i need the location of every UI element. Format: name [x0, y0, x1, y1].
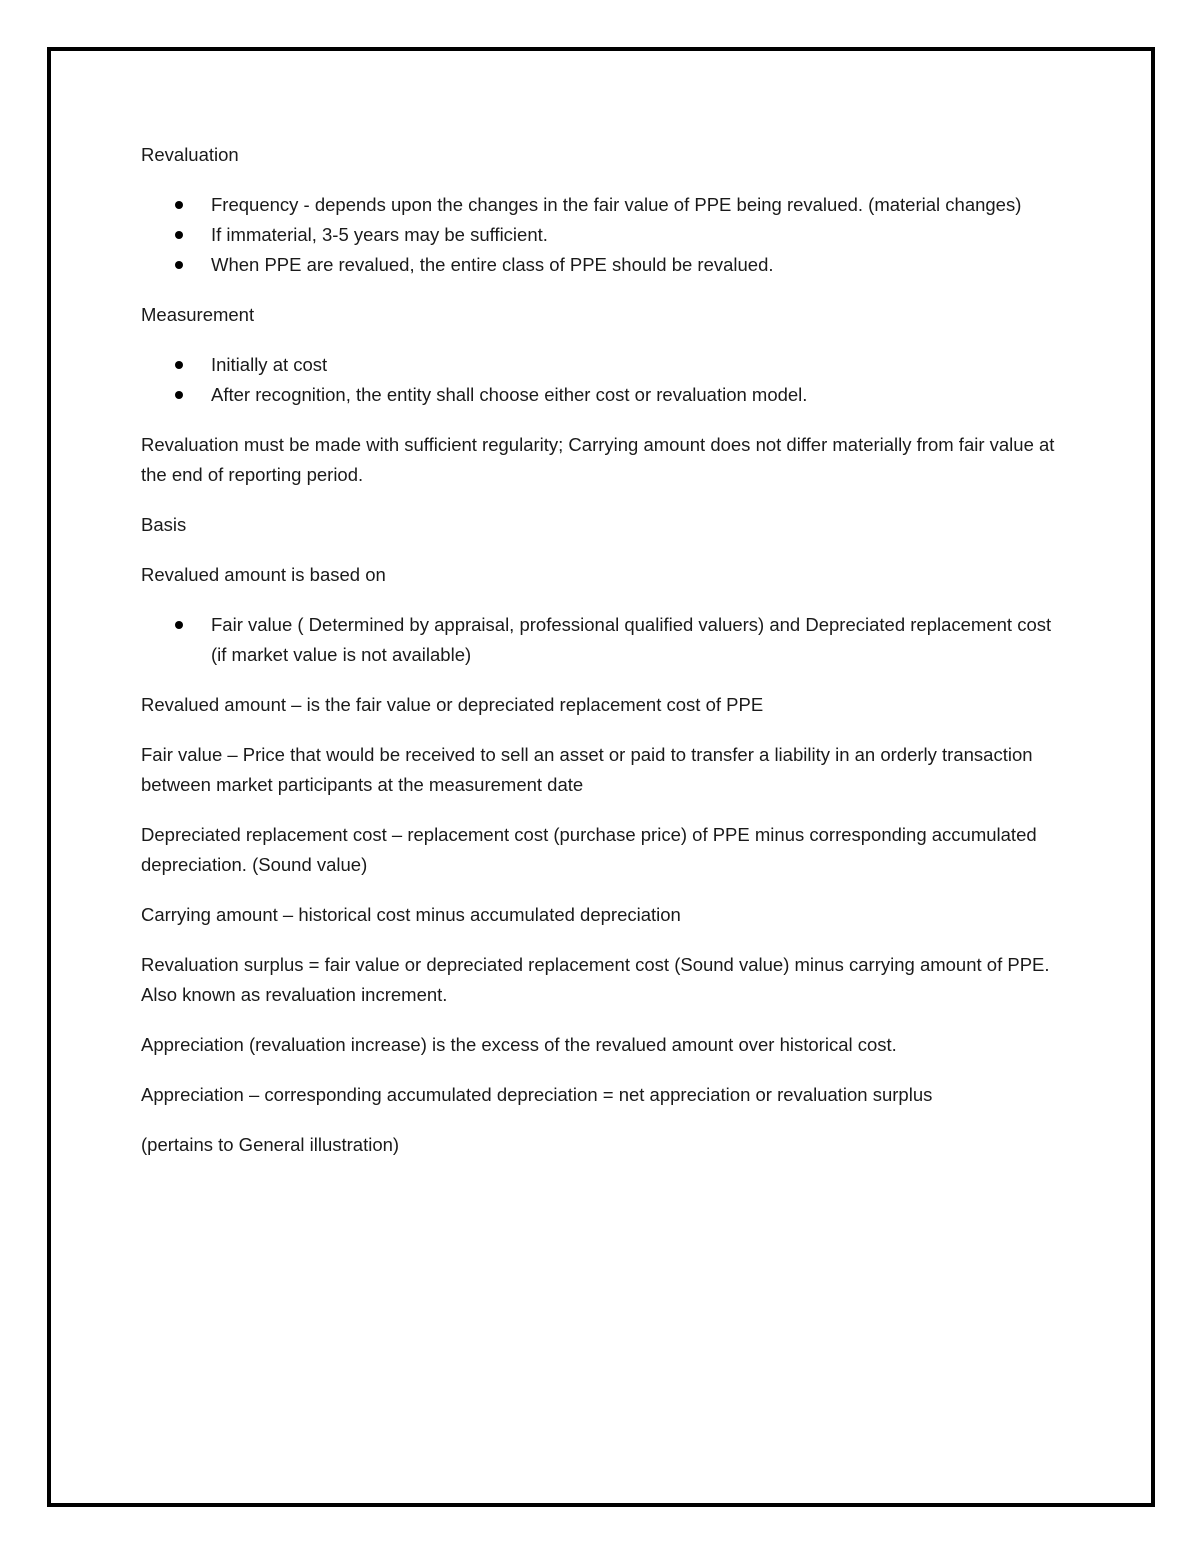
list-item-text: If immaterial, 3-5 years may be sufficient. [211, 224, 548, 245]
definition-revalued-amount: Revalued amount – is the fair value or depreciated replacement cost of PPE [141, 694, 764, 715]
basis-bullet-list [141, 610, 1071, 670]
bullet-icon [175, 261, 183, 269]
note-general-illustration: (pertains to General illustration) [141, 1134, 400, 1155]
measurement-heading: Measurement [141, 304, 255, 325]
regularity-paragraph: Revaluation must be made with sufficient regularity; Carrying amount does not differ materially from fair value at the end of reporting period. [141, 434, 1055, 485]
bullet-icon [175, 231, 183, 239]
list-item-text: Frequency - depends upon the changes in the fair value of PPE being revalued. (material changes) [211, 194, 1022, 215]
document-body [141, 140, 1071, 1180]
list-item [141, 380, 1071, 410]
list-item-text: Initially at cost [211, 354, 328, 375]
measurement-bullet-list [141, 350, 1071, 410]
list-item-text: Fair value ( Determined by appraisal, professional qualified valuers) and Depreciated replacement cost (if market value is not available) [211, 614, 1052, 665]
bullet-icon [175, 621, 183, 629]
definition-net-appreciation: Appreciation – corresponding accumulated depreciation = net appreciation or revaluation surplus [141, 1084, 933, 1105]
bullet-icon [175, 361, 183, 369]
revaluation-bullet-list [141, 190, 1071, 280]
definition-carrying-amount: Carrying amount – historical cost minus accumulated depreciation [141, 904, 681, 925]
bullet-icon [175, 201, 183, 209]
list-item [141, 250, 1071, 280]
list-item-text: When PPE are revalued, the entire class of PPE should be revalued. [211, 254, 774, 275]
list-item [141, 190, 1071, 220]
list-item-text: After recognition, the entity shall choose either cost or revaluation model. [211, 384, 808, 405]
revalued-amount-intro: Revalued amount is based on [141, 564, 386, 585]
list-item [141, 610, 1071, 670]
definition-revaluation-surplus: Revaluation surplus = fair value or depreciated replacement cost (Sound value) minus carrying amount of PPE. Also known as revaluation increment. [141, 954, 1050, 1005]
list-item [141, 220, 1071, 250]
bullet-icon [175, 391, 183, 399]
definition-fair-value: Fair value – Price that would be received to sell an asset or paid to transfer a liability in an orderly transaction between market participants at the measurement date [141, 744, 1033, 795]
list-item [141, 350, 1071, 380]
definition-appreciation: Appreciation (revaluation increase) is the excess of the revalued amount over historical cost. [141, 1034, 897, 1055]
definition-depreciated-replacement-cost: Depreciated replacement cost – replacement cost (purchase price) of PPE minus corresponding accumulated depreciation. (Sound value) [141, 824, 1037, 875]
basis-heading: Basis [141, 514, 187, 535]
revaluation-heading: Revaluation [141, 144, 239, 165]
